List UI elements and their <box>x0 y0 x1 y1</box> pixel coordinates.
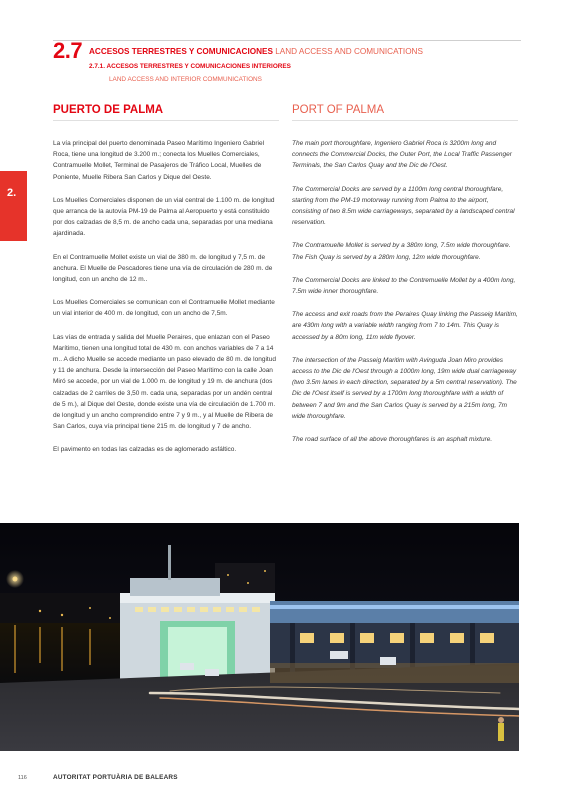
page-number: 116 <box>18 775 27 781</box>
spanish-column <box>53 104 279 468</box>
spanish-paragraph: La vía principal del puerto denominada Paseo Marítimo Ingeniero Gabriel Roca, tiene una longitud de 3.200 m.; conecta los Muelles Comerciales, Contramuelle Mollet, Terminal de Pasajeros de Tráfico Local, Muelles de Poniente, Muelle Ribera San Carlos y Dique del Oeste. <box>53 140 265 181</box>
section-number: 2.7 <box>53 38 83 63</box>
spanish-paragraph: El pavimento en todas las calzadas es de aglomerado asfáltico. <box>53 446 237 454</box>
english-paragraph: The intersection of the Passeig Maritim with Avinguda Joan Miro provides access to the Dic de l'Oest through a 1000m long, 19m wide dual carriageway (two 3.5m lanes in each direction, separated by a 5m central reservation). The Dic de l'Oest itself is served by a 1700m long thoroughfare with a width of between 7 and 9m and the San Carlos Quay is served by a 215m long, 7m wide thoroughfare. <box>292 356 517 420</box>
english-paragraph: The Commercial Docks are served by a 1100m long central thoroughfare, starting from the PM-19 motorway running from Palma to the airport, consisting of two 8.5m wide carriageways, separated by a landscaped central reservation. <box>292 185 515 227</box>
subsection-title-es: 2.7.1. ACCESOS TERRESTRES Y COMUNICACIONES INTERIORES <box>89 63 291 70</box>
chapter-tab <box>0 171 27 241</box>
spanish-paragraph: Los Muelles Comerciales se comunican con el Contramuelle Mollet mediante un vial interior de 400 m. de longitud, con un ancho de 7,5m. <box>53 299 275 318</box>
spanish-heading: PUERTO DE PALMA <box>53 104 279 121</box>
spanish-paragraph: Los Muelles Comerciales disponen de un vial central de 1.100 m. de longitud que arranca de la autovía PM-19 de Palma al Aeropuerto y está constituido por dos calzadas de 8,5 m. de ancho cada una, separadas por una mediana ajardinada. <box>53 196 275 238</box>
english-paragraph: The road surface of all the above thoroughfares is an asphalt mixture. <box>292 436 493 444</box>
section-title-es: ACCESOS TERRESTRES Y COMUNICACIONES <box>89 47 273 56</box>
english-column <box>292 104 518 457</box>
subsection-title-en: LAND ACCESS AND INTERIOR COMMUNICATIONS <box>109 76 262 83</box>
ferry-terminal-illustration <box>0 523 519 751</box>
english-paragraph: The Contramuelle Mollet is served by a 380m long, 7.5m wide thoroughfare. The Fish Quay is served by a 280m long, 12m wide thoroughfare. <box>292 242 511 261</box>
english-heading: PORT OF PALMA <box>292 104 518 121</box>
header-rule <box>53 40 521 41</box>
section-title <box>89 47 423 56</box>
english-paragraph: The access and exit roads from the Peraires Quay linking the Passeig Maritim, are 430m long with a variable width ranging from 7 to 14m. This Quay is accessed by a 80m long, 11m wide flyover. <box>292 311 518 341</box>
chapter-tab-label: 2. <box>7 187 17 199</box>
port-night-photo <box>0 523 519 751</box>
section-title-en: LAND ACCESS AND COMUNICATIONS <box>275 47 423 56</box>
english-paragraph: The main port thoroughfare, Ingeniero Gabriel Roca is 3200m long and connects the Commercial Docks, the Outer Port, the Local Traffic Passenger Terminals, the San Carlos Quay and the Dic de l'Oest. <box>292 140 512 170</box>
spanish-paragraph: Las vías de entrada y salida del Muelle Peraires, que enlazan con el Paseo Marítimo, tienen una longitud total de 430 m. con anchos variables de 7 a 14 m.. A dicho Muelle se accede mediante un paso elevado de 80 m. de longitud y 11 de anchura. Desde la intersección del Paseo Marítimo con la calle Joan Miró se accede, por un vial de 1.000 m. de longitud y 19 m. de anchura (dos calzadas de 2 carriles de 3,50 m. cada una, separadas por un andén central de 5 m.), al Dique del Oeste, donde existe una vía de circulación de 1.700 m. de longitud y un ancho comprendido entre 7 y 9 m., y al Muelle de Ribera de San Carlos, cuya vía principal tiene 215 m. de longitud y 7 de ancho. <box>53 333 276 431</box>
spanish-paragraph: En el Contramuelle Mollet existe un vial de 380 m. de longitud y 7,5 m. de anchura. El Muelle de Pescadores tiene una vía de circulación de 280 m. de longitud, con un ancho de 12 m.. <box>53 253 273 284</box>
publisher-name: AUTORITAT PORTUÀRIA DE BALEARS <box>53 774 178 781</box>
english-paragraph: The Commercial Docks are linked to the Contremuelle Mollet by a 400m long, 7.5m wide inner thoroughfare. <box>292 276 516 296</box>
